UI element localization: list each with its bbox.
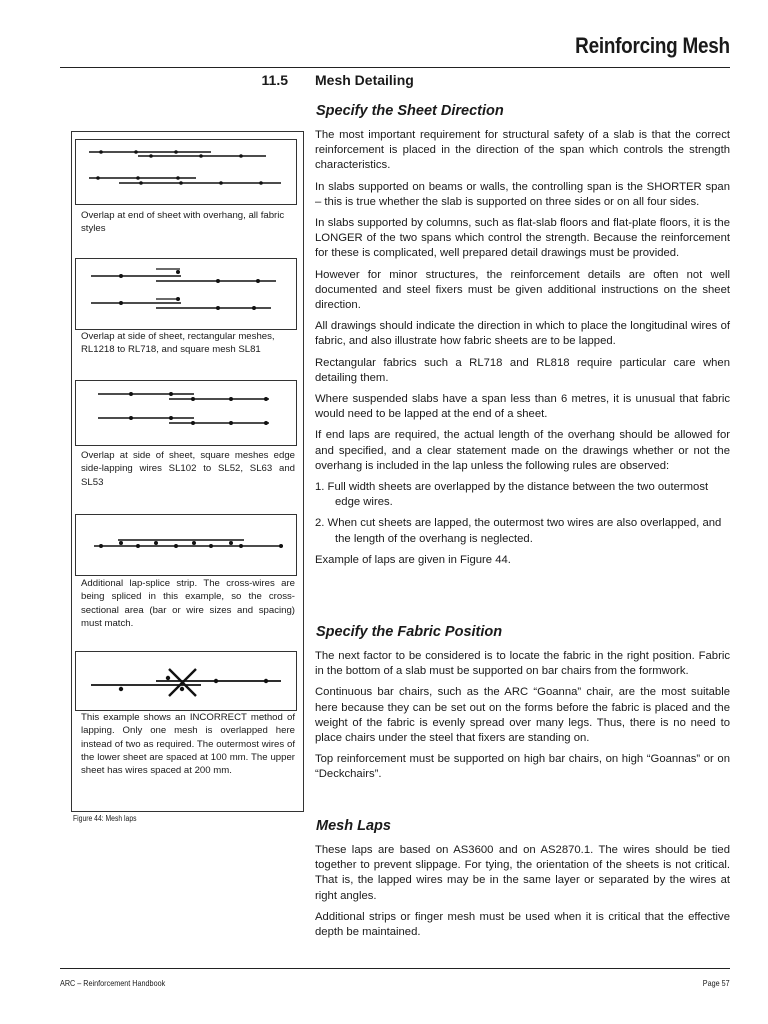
body-block-2 xyxy=(315,649,730,783)
paragraph: Continuous bar chairs, such as the ARC “Goanna” chair, are the most suitable here because they can be set out on the forms before the fabric is placed and the weight of the fabric is evenly spread over many legs. Thus, there is no need to place chairs under the steel that fixers are standing on. xyxy=(315,686,730,745)
mesh-lap-diagram xyxy=(76,381,296,445)
diagram-end-overlap xyxy=(75,139,297,205)
subheading-sheet-direction: Specify the Sheet Direction xyxy=(316,103,504,119)
figure-label: Figure 44: Mesh laps xyxy=(73,814,137,823)
figure-caption: This example shows an INCORRECT method of lapping. Only one mesh is overlapped here instead of two as required. The outermost wires of the lower sheet are spaced at 100 mm. The upper sheet has wires spaced at 200 mm. xyxy=(81,712,295,777)
diagram-lap-splice-strip xyxy=(75,514,297,576)
figure-caption: Overlap at end of sheet with overhang, all fabric styles xyxy=(81,210,285,235)
diagram-incorrect-lap xyxy=(75,651,297,711)
figure-caption: Additional lap-splice strip. The cross-wires are being spliced in this example, so the cross-sectional area (bar or wire sizes and spacing) must match. xyxy=(81,578,295,629)
figure-caption: Overlap at side of sheet, square meshes edge side-lapping wires SL102 to SL52, SL63 and SL53 xyxy=(81,450,295,488)
page-title: Reinforcing Mesh xyxy=(575,33,730,58)
diagram-side-overlap-rectangular xyxy=(75,258,297,330)
paragraph: However for minor structures, the reinforcement details are often not well documented and steel fixers must be given additional instructions on the sheet direction. xyxy=(315,268,730,312)
body-block-3 xyxy=(315,843,730,940)
diagram-side-overlap-square xyxy=(75,380,297,446)
paragraph: Example of laps are given in Figure 44. xyxy=(315,553,511,566)
mesh-lap-diagram xyxy=(76,259,296,329)
list-item: 2. When cut sheets are lapped, the outermost two wires are also overlapped, and the length of the overhang is neglected. xyxy=(315,517,722,545)
list-item: 1. Full width sheets are overlapped by the distance between the two outermost edge wires. xyxy=(315,481,709,509)
section-title: Mesh Detailing xyxy=(315,72,414,88)
paragraph: Top reinforcement must be supported on high bar chairs, on high “Goannas” or on “Deckchairs”. xyxy=(315,753,730,781)
subheading-mesh-laps: Mesh Laps xyxy=(316,818,391,834)
header-rule xyxy=(60,67,730,68)
paragraph: The next factor to be considered is to locate the fabric in the right position. Fabric in the bottom of a slab must be supported on bar chairs from the formwork. xyxy=(315,650,730,678)
figure-caption: Overlap at side of sheet, rectangular meshes, RL1218 to RL718, and square mesh SL81 xyxy=(81,331,275,356)
body-block-1 xyxy=(315,128,730,568)
paragraph: In slabs supported by columns, such as flat-slab floors and flat-plate floors, it is the LONGER of the two spans which control the strength. Because the reinforcement for these is complicated, well prepared detail drawings must be provided. xyxy=(315,217,730,260)
paragraph: Where suspended slabs have a span less than 6 metres, it is unusual that fabric would need to be lapped at the end of a sheet. xyxy=(315,393,730,421)
mesh-lap-diagram xyxy=(76,515,296,575)
paragraph: Rectangular fabrics such a RL718 and RL818 require particular care when detailing them. xyxy=(315,356,730,384)
mesh-lap-diagram xyxy=(76,140,296,204)
paragraph: If end laps are required, the actual length of the overhang should be allowed for and specified, and a clear statement made on the drawings whether or not the overhang is included in the lap unless the following rules are observed: xyxy=(315,429,730,472)
footer-page-number: Page 57 xyxy=(703,978,730,988)
incorrect-cross-icon xyxy=(169,669,196,696)
paragraph: These laps are based on AS3600 and on AS2870.1. The wires should be tied together to prevent slippage. For tying, the orientation of the sheets is not critical. That is, the lapped wires may be in the same layer or separated by the wires at right angles. xyxy=(315,844,730,902)
footer-rule xyxy=(60,968,730,969)
paragraph: Additional strips or finger mesh must be used when it is critical that the effective depth be maintained. xyxy=(315,910,730,939)
subheading-fabric-position: Specify the Fabric Position xyxy=(316,624,503,640)
mesh-lap-diagram xyxy=(76,652,296,710)
paragraph: All drawings should indicate the direction in which to place the longitudinal wires of fabric, and also illustrate how fabric sheets are to be lapped. xyxy=(315,320,730,348)
section-number: 11.5 xyxy=(261,72,288,88)
paragraph: The most important requirement for structural safety of a slab is that the correct reinforcement is placed in the direction of the span which controls the strength characteristics. xyxy=(315,129,730,172)
footer-publication: ARC – Reinforcement Handbook xyxy=(60,978,166,988)
paragraph: In slabs supported on beams or walls, the controlling span is the SHORTER span – this is true whether the slab is supported on three sides or on all four sides. xyxy=(315,180,730,208)
